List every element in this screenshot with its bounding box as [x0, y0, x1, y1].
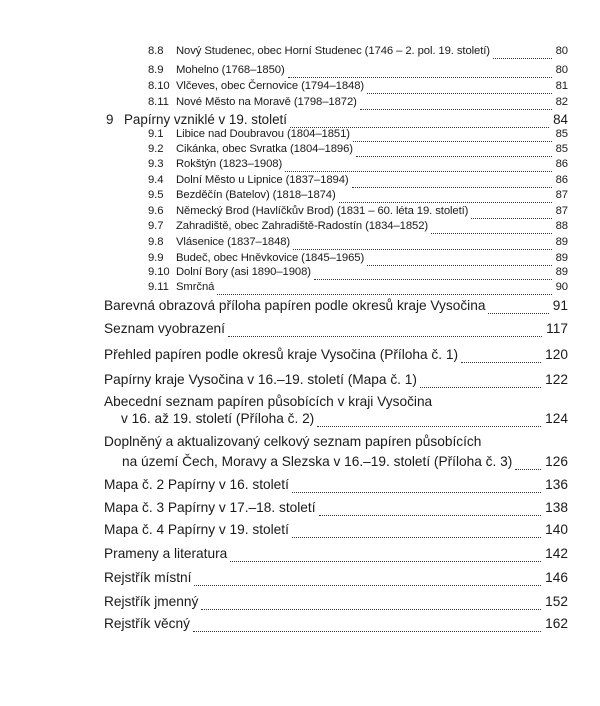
- toc-leader-dots: [515, 469, 541, 470]
- toc-leader-dots: [230, 561, 541, 562]
- toc-entry-title: Rejstřík věcný: [104, 616, 190, 631]
- toc-leader-dots: [314, 279, 552, 280]
- toc-entry-number: 9.9: [148, 252, 164, 264]
- toc-entry-title: Abecední seznam papíren působících v kraji Vysočina: [104, 394, 433, 409]
- toc-entry-number: 9.7: [148, 220, 164, 232]
- toc-entry-number: 9.6: [148, 205, 164, 217]
- toc-leader-dots: [356, 156, 552, 157]
- toc-page-number: 140: [545, 522, 568, 537]
- toc-page-number: 91: [552, 298, 568, 313]
- toc-page-number: 117: [546, 321, 568, 336]
- toc-entry-title: Vlásenice (1837–1848): [176, 236, 291, 248]
- toc-entry-number: 8.10: [148, 80, 170, 92]
- toc-page-number: 87: [555, 205, 568, 217]
- toc-leader-dots: [217, 294, 551, 295]
- toc-page-number: 86: [555, 158, 568, 170]
- toc-page-number: 84: [553, 112, 568, 127]
- toc-leader-dots: [367, 265, 551, 266]
- toc-page-number: 122: [545, 372, 568, 387]
- toc-page-number: 82: [555, 96, 568, 108]
- toc-entry-title: Nový Studenec, obec Horní Studenec (1746 – 2. pol. 19. století): [176, 45, 490, 57]
- toc-entry-number: 8.9: [148, 64, 164, 76]
- toc-entry-title: Mohelno (1768–1850): [176, 64, 285, 76]
- toc-page-number: 86: [555, 174, 568, 186]
- toc-entry-title: Vlčeves, obec Černovice (1794–1848): [176, 80, 365, 92]
- toc-entry-title: Mapa č. 4 Papírny v 19. století: [104, 522, 289, 537]
- toc-entry-number: 9.8: [148, 236, 164, 248]
- toc-page-number: 162: [545, 616, 568, 631]
- toc-leader-dots: [293, 249, 552, 250]
- toc-page-number: 81: [555, 80, 568, 92]
- toc-entry-title: Rejstřík jmenný: [104, 594, 199, 609]
- toc-leader-dots: [292, 492, 541, 493]
- toc-entry-number: 9: [106, 112, 114, 127]
- toc-entry-number: 8.11: [148, 96, 169, 108]
- toc-entry-title: Papírny kraje Vysočina v 16.–19. století (Mapa č. 1): [104, 372, 417, 387]
- toc-entry-title: Rejstřík místní: [104, 570, 192, 585]
- toc-page-number: 146: [545, 570, 568, 585]
- toc-page-number: 89: [555, 266, 568, 278]
- toc-entry-title: Zahradiště, obec Zahradiště-Radostín (1834–1852): [176, 220, 429, 232]
- toc-page-number: 85: [555, 143, 568, 155]
- toc-entry-title: Dolní Město u Lipnice (1837–1894): [176, 174, 349, 186]
- toc-page-number: 136: [545, 477, 568, 492]
- toc-leader-dots: [228, 336, 542, 337]
- toc-leader-dots: [292, 537, 541, 538]
- toc-entry-title: Prameny a literatura: [104, 546, 228, 561]
- toc-page-number: 89: [555, 252, 568, 264]
- toc-entry-number: 8.8: [148, 45, 164, 57]
- toc-entry-title: Rokštýn (1823–1908): [176, 158, 283, 170]
- toc-leader-dots: [193, 631, 541, 632]
- toc-page-number: 89: [555, 236, 568, 248]
- toc-entry-title: Německý Brod (Havlíčkův Brod) (1831 – 60. léta 19. století): [176, 205, 469, 217]
- toc-entry-title: Barevná obrazová příloha papíren podle okresů kraje Vysočina: [104, 298, 486, 313]
- toc-leader-dots: [353, 141, 552, 142]
- toc-page-number: 80: [555, 45, 568, 57]
- toc-page-number: 88: [555, 220, 568, 232]
- toc-entry-title: Mapa č. 3 Papírny v 17.–18. století: [104, 500, 316, 515]
- toc-entry-title: Nové Město na Moravě (1798–1872): [176, 96, 357, 108]
- toc-entry-number: 9.3: [148, 158, 164, 170]
- toc-leader-dots: [493, 58, 552, 59]
- toc-leader-dots: [201, 609, 541, 610]
- toc-page-number: 126: [545, 454, 568, 469]
- toc-page-number: 142: [545, 546, 568, 561]
- toc-page-number: 124: [545, 411, 568, 426]
- toc-entry-title-continuation: v 16. až 19. století (Příloha č. 2): [121, 411, 315, 426]
- toc-entry-title: Cikánka, obec Svratka (1804–1896): [176, 143, 353, 155]
- toc-entry-title: Bezděčín (Batelov) (1818–1874): [176, 189, 336, 201]
- toc-page-number: 120: [545, 347, 568, 362]
- toc-page-number: 87: [555, 189, 568, 201]
- toc-leader-dots: [360, 109, 552, 110]
- toc-leader-dots: [420, 387, 541, 388]
- toc-page-number: 152: [545, 594, 568, 609]
- toc-leader-dots: [319, 515, 542, 516]
- toc-leader-dots: [431, 233, 552, 234]
- toc-leader-dots: [367, 93, 552, 94]
- toc-entry-title: Libice nad Doubravou (1804–1851): [176, 128, 350, 140]
- toc-entry-number: 9.2: [148, 143, 164, 155]
- toc-entry-title: Papírny vzniklé v 19. století: [124, 112, 287, 127]
- toc-page-number: 90: [555, 281, 568, 293]
- toc-entry-title-continuation: na území Čech, Moravy a Slezska v 16.–19. století (Příloha č. 3): [122, 454, 513, 469]
- toc-entry-number: 9.10: [148, 266, 170, 278]
- toc-entry-number: 9.4: [148, 174, 164, 186]
- toc-leader-dots: [339, 202, 552, 203]
- toc-entry-title: Doplněný a aktualizovaný celkový seznam papíren působících: [104, 434, 482, 449]
- toc-entry-number: 9.5: [148, 189, 164, 201]
- toc-entry-title: Přehled papíren podle okresů kraje Vysočina (Příloha č. 1): [104, 347, 459, 362]
- toc-page-number: 80: [555, 64, 568, 76]
- toc-leader-dots: [288, 77, 552, 78]
- toc-entry-number: 9.1: [148, 128, 164, 140]
- toc-page-number: 85: [555, 128, 568, 140]
- toc-entry-title: Seznam vyobrazení: [104, 321, 225, 336]
- toc-leader-dots: [194, 585, 541, 586]
- toc-leader-dots: [317, 426, 541, 427]
- toc-entry-title: Dolní Bory (asi 1890–1908): [176, 266, 311, 278]
- toc-entry-title: Mapa č. 2 Papírny v 16. století: [104, 477, 289, 492]
- toc-leader-dots: [285, 171, 552, 172]
- toc-leader-dots: [352, 187, 552, 188]
- toc-leader-dots: [471, 218, 551, 219]
- toc-page-number: 138: [545, 500, 568, 515]
- toc-entry-title: Smrčná: [176, 281, 215, 293]
- toc-leader-dots: [461, 362, 541, 363]
- toc-entry-number: 9.11: [148, 281, 169, 293]
- toc-entry-title: Budeč, obec Hněvkovice (1845–1965): [176, 252, 365, 264]
- toc-leader-dots: [488, 313, 548, 314]
